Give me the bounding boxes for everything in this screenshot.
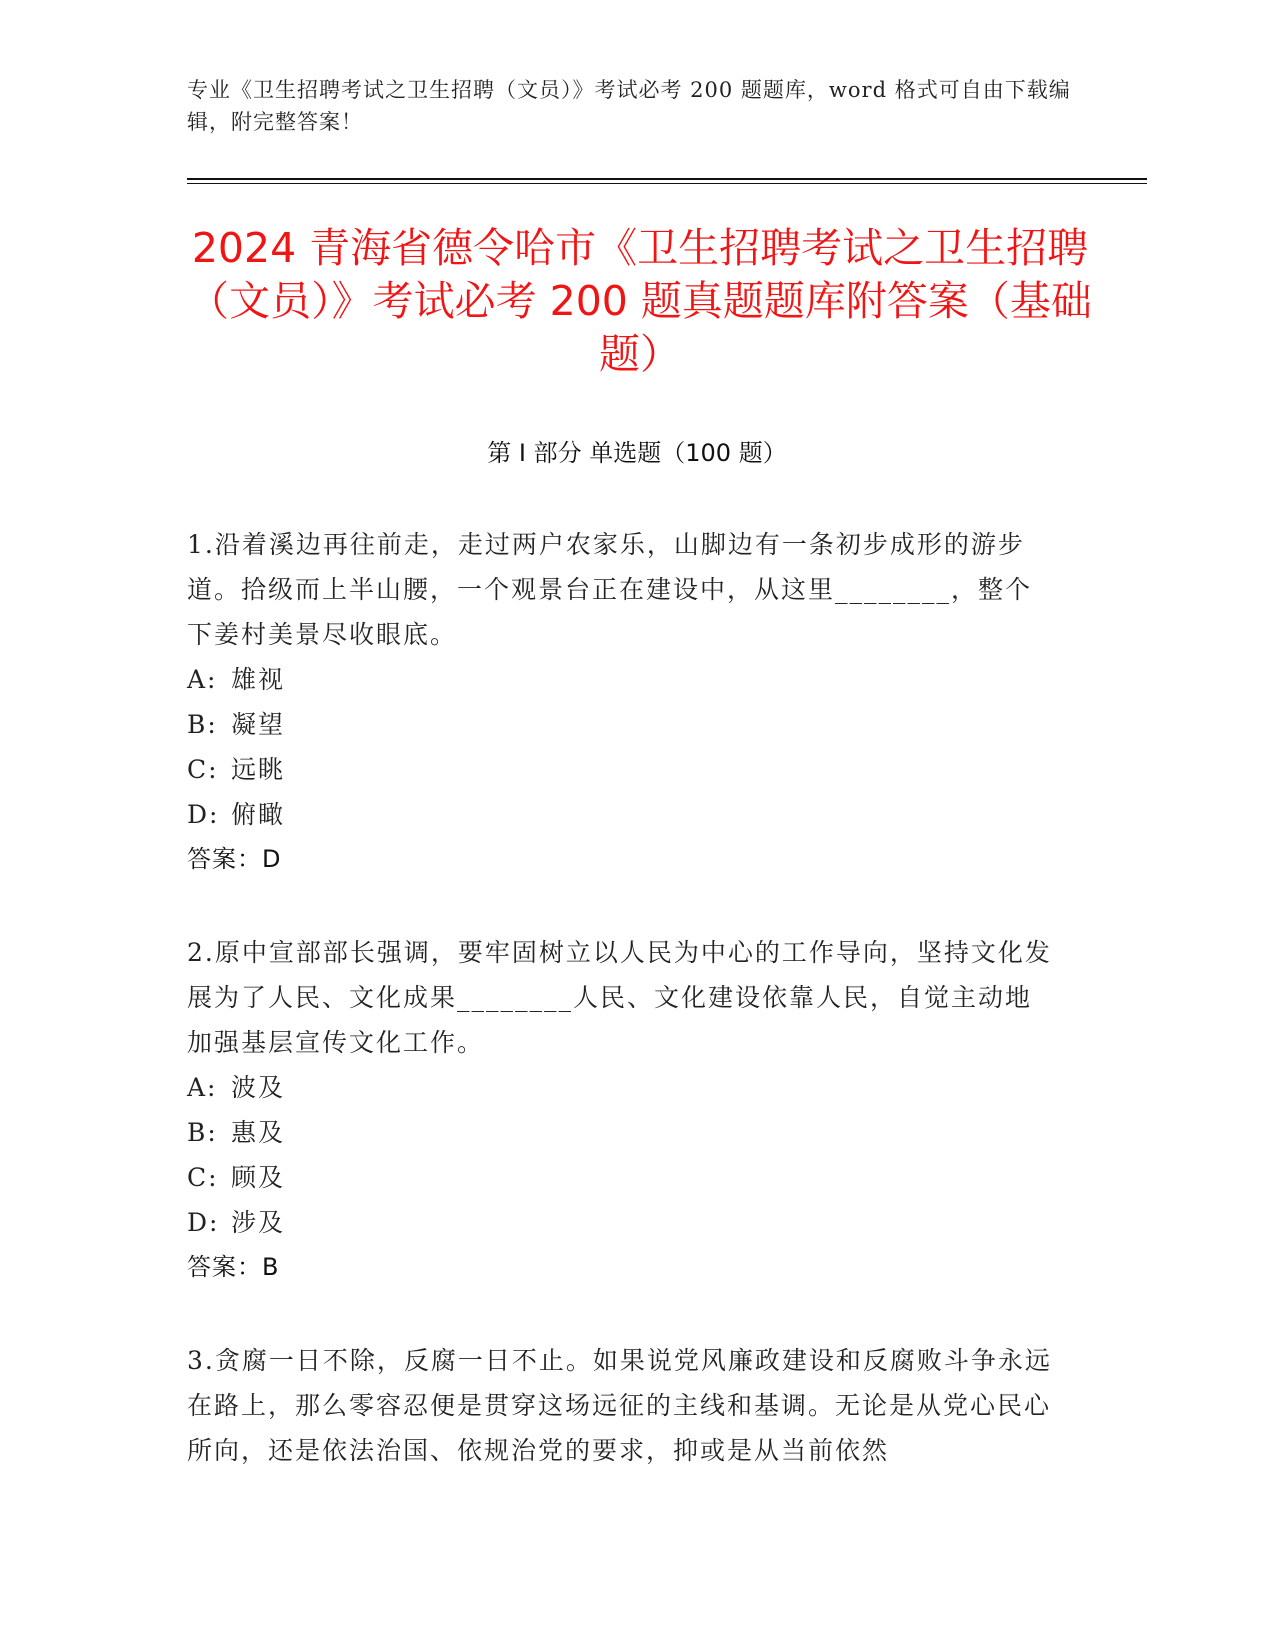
option-text: 波及 [231,1073,286,1102]
answer-line: 答案：B [187,1253,280,1281]
option-list [187,657,1057,837]
question-3 [187,1338,1057,1473]
option-list [187,1065,1057,1245]
option-c [187,747,1057,792]
option-text: 涉及 [231,1208,286,1237]
option-d [187,1200,1057,1245]
option-b [187,1110,1057,1155]
option-text: 凝望 [231,710,286,739]
option-b [187,702,1057,747]
option-letter: D: [187,1208,220,1237]
option-letter: D: [187,800,220,829]
section-heading: 第 I 部分 单选题（100 题） [487,439,787,467]
header-note: 专业《卫生招聘考试之卫生招聘（文员）》考试必考 200 题题库，word 格式可自由下载编辑，附完整答案！ [187,78,1071,134]
option-letter: B: [187,710,218,739]
question-text: 3.贪腐一日不除，反腐一日不止。如果说党风廉政建设和反腐败斗争永远在路上，那么零容忍便是贯穿这场远征的主线和基调。无论是从党心民心所向，还是依法治国、依规治党的要求，抑或是从当前依然 [187,1346,1052,1465]
option-letter: C: [187,755,219,784]
option-text: 顾及 [231,1163,286,1192]
option-letter: B: [187,1118,218,1147]
option-text: 俯瞰 [231,800,286,829]
question-2 [187,930,1057,1290]
question-text: 1.沿着溪边再往前走，走过两户农家乐，山脚边有一条初步成形的游步道。拾级而上半山腰，一个观景台正在建设中，从这里________，整个下姜村美景尽收眼底。 [187,530,1033,649]
document-title: 2024 青海省德令哈市《卫生招聘考试之卫生招聘（文员）》考试必考 200 题真题题库附答案（基础题） [188,224,1092,378]
option-letter: A: [187,1073,218,1102]
answer-line: 答案：D [187,845,282,873]
option-text: 惠及 [231,1118,286,1147]
option-text: 雄视 [231,665,286,694]
header-rule-thick [187,178,1147,180]
option-letter: A: [187,665,218,694]
header-rule-thin [187,183,1147,184]
option-a [187,1065,1057,1110]
question-1 [187,522,1057,882]
option-c [187,1155,1057,1200]
option-a [187,657,1057,702]
option-text: 远眺 [231,755,286,784]
question-text: 2.原中宣部部长强调，要牢固树立以人民为中心的工作导向，坚持文化发展为了人民、文化成果________人民、文化建设依靠人民，自觉主动地加强基层宣传文化工作。 [187,938,1052,1057]
option-d [187,792,1057,837]
option-letter: C: [187,1163,219,1192]
